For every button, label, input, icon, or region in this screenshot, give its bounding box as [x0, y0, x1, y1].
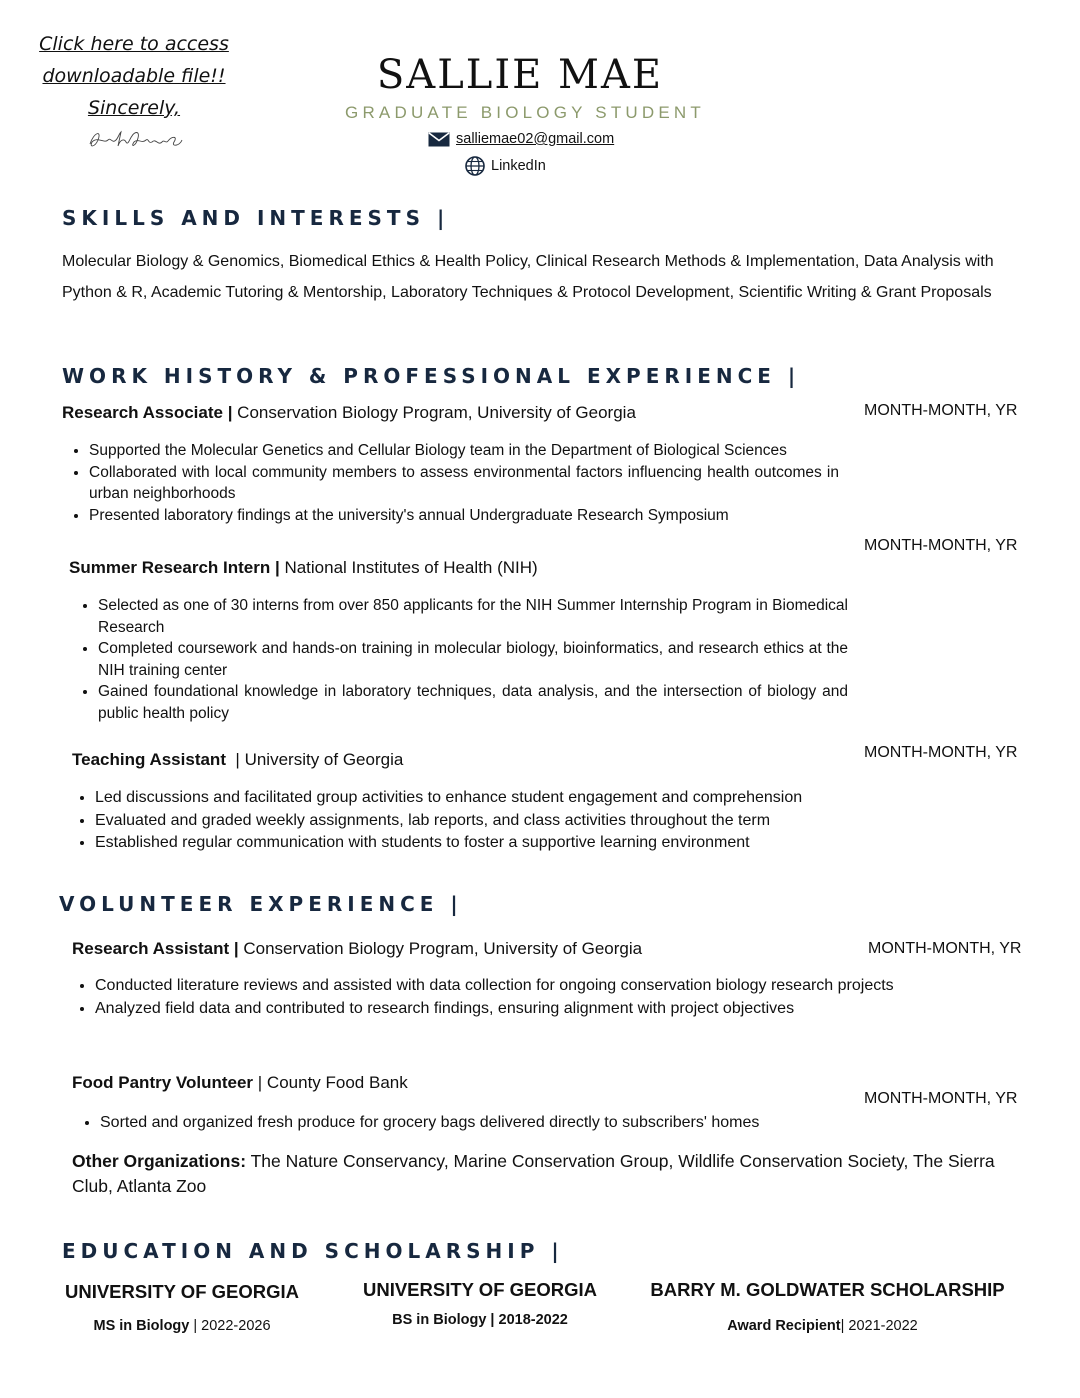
download-link-line2[interactable]: downloadable file!!	[42, 65, 226, 87]
bullet-item: • Sorted and organized fresh produce for grocery bags delivered directly to subscribers' homes	[100, 1112, 873, 1135]
bullet-item: • Collaborated with local community members to assess environmental factors influencing health outcomes in urban neighborhoods	[89, 462, 839, 505]
job-title: Summer Research Intern	[69, 558, 271, 577]
volunteer-title-line	[72, 1073, 408, 1093]
volunteer-separator: |	[229, 939, 244, 958]
other-organizations	[72, 1149, 1037, 1199]
education-degree: MS in Biology	[93, 1318, 190, 1334]
volunteer-bullets	[68, 975, 898, 1020]
volunteer-title: Food Pantry Volunteer	[72, 1073, 254, 1092]
globe-icon	[465, 156, 485, 176]
signature-image	[86, 126, 186, 152]
job-title: Research Associate	[62, 403, 223, 422]
education-heading: EDUCATION AND SCHOLARSHIP |	[62, 1239, 564, 1263]
volunteer-separator: |	[253, 1073, 267, 1092]
bullet-item: • Presented laboratory findings at the university's annual Undergraduate Research Symposium	[89, 505, 839, 527]
education-detail	[350, 1312, 610, 1328]
volunteer-date: MONTH-MONTH, YR	[868, 940, 1022, 957]
scholarship-years: | 2021-2022	[840, 1318, 918, 1334]
job-title: Teaching Assistant	[72, 750, 226, 769]
education-institution: UNIVERSITY OF GEORGIA	[64, 1281, 300, 1302]
scholarship-detail	[650, 1318, 995, 1334]
volunteer-date: MONTH-MONTH, YR	[864, 1090, 1018, 1107]
bullet-item: • Established regular communication with students to foster a supportive learning environment	[95, 832, 868, 855]
candidate-name: SALLIE MAE	[376, 52, 664, 98]
bullet-item: • Completed coursework and hands-on training in molecular biology, bioinformatics, and research ethics at the NIH training center	[98, 638, 848, 681]
education-degree: BS in Biology | 2018-2022	[392, 1312, 568, 1328]
bullet-item: • Conducted literature reviews and assisted with data collection for ongoing conservation biology research projects	[95, 975, 898, 998]
education-years: | 2022-2026	[189, 1318, 271, 1334]
other-organizations-text: The Nature Conservancy, Marine Conservation Group, Wildlife Conservation Society, The Sierra Club, Atlanta Zoo	[72, 1151, 995, 1196]
education-institution: UNIVERSITY OF GEORGIA	[362, 1279, 598, 1300]
volunteer-bullets	[73, 1112, 873, 1135]
education-detail	[52, 1318, 312, 1334]
job-separator: |	[270, 558, 285, 577]
bullet-item: • Led discussions and facilitated group activities to enhance student engagement and comprehension	[95, 787, 868, 810]
job-date: MONTH-MONTH, YR	[864, 537, 1018, 554]
bullet-item: • Analyzed field data and contributed to research findings, ensuring alignment with project objectives	[95, 998, 898, 1021]
job-separator: |	[222, 403, 238, 422]
volunteer-heading: VOLUNTEER EXPERIENCE |	[59, 892, 463, 916]
work-heading: WORK HISTORY & PROFESSIONAL EXPERIENCE |	[62, 364, 801, 388]
job-date: MONTH-MONTH, YR	[864, 744, 1018, 761]
job-organization: National Institutes of Health (NIH)	[284, 558, 538, 577]
email-link[interactable]: salliemae02@gmail.com	[456, 131, 615, 147]
other-organizations-label: Other Organizations:	[72, 1151, 247, 1171]
job-bullets	[62, 440, 839, 526]
bullet-item: • Selected as one of 30 interns from over 850 applicants for the NIH Summer Internship Program in Biomedical Research	[98, 595, 848, 638]
linkedin-contact[interactable]	[465, 156, 546, 176]
email-contact[interactable]	[428, 131, 614, 147]
scholarship-title: BARRY M. GOLDWATER SCHOLARSHIP	[650, 1279, 1005, 1300]
job-separator: |	[225, 750, 245, 769]
envelope-icon	[428, 132, 450, 147]
job-organization: Conservation Biology Program, University of Georgia	[237, 403, 636, 422]
job-organization: University of Georgia	[244, 750, 404, 769]
volunteer-organization: County Food Bank	[266, 1073, 408, 1092]
bullet-item: • Supported the Molecular Genetics and Cellular Biology team in the Department of Biological Sciences	[89, 440, 839, 462]
download-link-line1[interactable]: Click here to access	[39, 33, 229, 55]
volunteer-title-line	[72, 939, 642, 959]
closing-text: Sincerely,	[87, 97, 181, 119]
skills-heading: SKILLS AND INTERESTS |	[62, 206, 450, 230]
job-title-line	[69, 558, 538, 578]
candidate-subtitle: GRADUATE BIOLOGY STUDENT	[345, 103, 705, 122]
job-date: MONTH-MONTH, YR	[864, 402, 1018, 419]
scholarship-role: Award Recipient	[727, 1318, 841, 1334]
volunteer-title: Research Assistant	[72, 939, 230, 958]
volunteer-organization: Conservation Biology Program, University of Georgia	[243, 939, 643, 958]
job-title-line	[62, 403, 636, 423]
bullet-item: • Evaluated and graded weekly assignments, lab reports, and class activities throughout the term	[95, 810, 868, 833]
job-bullets	[71, 595, 848, 724]
linkedin-link[interactable]: LinkedIn	[491, 158, 546, 174]
job-title-line	[72, 750, 403, 770]
skills-text: Molecular Biology & Genomics, Biomedical Ethics & Health Policy, Clinical Research Methods & Implementation, Data Analysis with Python & R, Academic Tutoring & Mentorship, Laboratory Techniques & Protocol Development, Scientific Writing & Grant Proposals	[62, 253, 994, 301]
job-bullets	[68, 787, 868, 855]
bullet-item: • Gained foundational knowledge in laboratory techniques, data analysis, and the intersection of biology and public health policy	[98, 681, 848, 724]
